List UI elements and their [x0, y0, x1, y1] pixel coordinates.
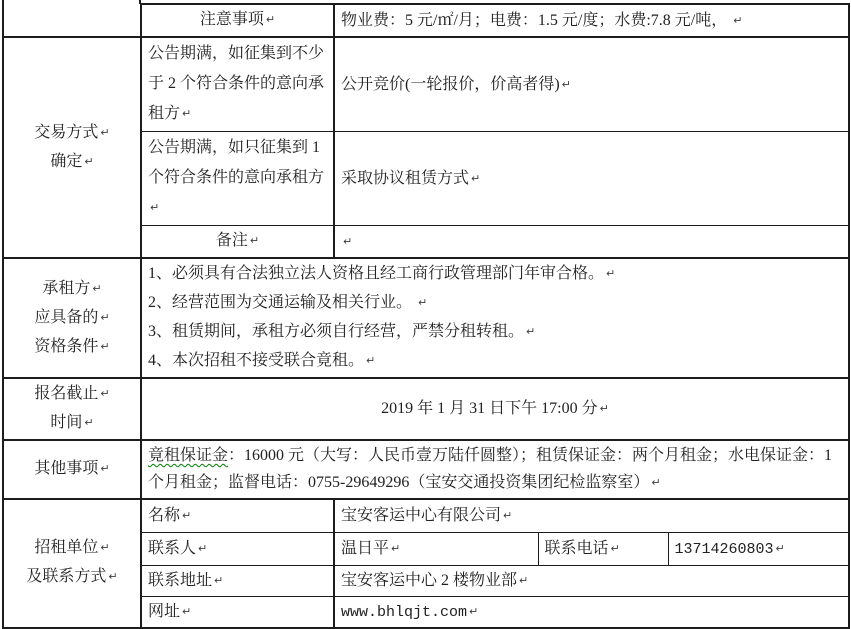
qualification-item: 4、本次招租不接受联合竟租。 ↵: [148, 347, 842, 376]
paragraph-mark: ↵: [249, 234, 260, 247]
qualification-header-line: 应具备的 ↵: [10, 304, 134, 333]
deadline-content: 2019 年 1 月 31 日下午 17:00 分: [381, 400, 598, 417]
cell-trade-case2-result: [334, 132, 849, 226]
cell-address-label: [141, 565, 334, 596]
paragraph-mark: ↵: [391, 541, 401, 555]
website-url: www.bhlqjt.com: [341, 603, 468, 621]
website-label: 网址: [148, 602, 181, 620]
trade-header-line: 交易方式 ↵: [10, 119, 134, 148]
notice-content: 物业费：5 元/㎡/月；电费：1.5 元/度；水费:7.8 元/吨，: [341, 11, 728, 29]
address-label: 联系地址: [148, 571, 213, 589]
qualification-item: 2、经营范围为交通运输及相关行业。 ↵: [148, 289, 842, 318]
paragraph-mark: ↵: [100, 125, 110, 139]
cell-phone-value: [668, 532, 849, 565]
cell-company-label: [141, 499, 334, 532]
paragraph-mark: ↵: [265, 13, 276, 26]
trade-header-line: 确定 ↵: [10, 148, 134, 177]
cell-person-value: [334, 532, 538, 565]
phone-label: 联系电话: [544, 539, 609, 557]
paragraph-mark: ↵: [198, 541, 208, 555]
paragraph-mark: ↵: [182, 604, 192, 618]
paragraph-mark: ↵: [92, 281, 102, 295]
contact-header-line: 及联系方式 ↵: [10, 563, 134, 592]
paragraph-mark: ↵: [733, 13, 743, 27]
remark-label: 备注: [215, 232, 248, 249]
notice-row: [3, 4, 849, 37]
spellcheck-underlined-text: 竟租保证金: [148, 447, 229, 464]
trade-case1-condition: 公告期满，如征集到不少于 2 个符合条件的意向承租方: [148, 45, 325, 122]
paragraph-mark: ↵: [503, 508, 513, 522]
trade-case1-result: 公开竞价(一轮报价，价高者得): [341, 75, 560, 93]
paragraph-mark: ↵: [100, 310, 110, 324]
address-value: 宝安客运中心 2 楼物业部: [341, 571, 518, 589]
other-matters-row: [3, 440, 849, 499]
qualification-row: [3, 258, 849, 378]
cell-company-value: [334, 499, 849, 532]
cell-website-label: [141, 596, 334, 628]
paragraph-mark: ↵: [526, 325, 536, 338]
paragraph-mark: ↵: [366, 354, 376, 367]
paragraph-mark: ↵: [343, 234, 353, 248]
trade-case1-row: [3, 37, 849, 132]
cell-other-content: [141, 440, 849, 499]
notice-label: 注意事项: [199, 11, 264, 28]
paragraph-mark: ↵: [471, 171, 481, 185]
cell-qualification-items: [141, 258, 849, 378]
cell-website-value: [334, 596, 849, 628]
company-label: 名称: [148, 506, 181, 524]
person-name: 温日平: [341, 539, 390, 557]
paragraph-mark: ↵: [561, 77, 571, 91]
trade-case2-result: 采取协议租赁方式: [341, 169, 470, 187]
company-name: 宝安客运中心有限公司: [341, 506, 502, 524]
cell-address-value: [334, 565, 849, 596]
paragraph-mark: ↵: [610, 541, 620, 555]
paragraph-mark: ↵: [84, 416, 94, 429]
announcement-table: [2, 3, 850, 629]
deadline-header-line: 时间 ↵: [10, 409, 134, 438]
paragraph-mark: ↵: [651, 476, 661, 489]
paragraph-mark: ↵: [214, 573, 224, 587]
cell-notice-content: [334, 4, 849, 37]
paragraph-mark: ↵: [606, 267, 616, 280]
qualification-item: 1、必须具有合法独立法人资格且经工商行政管理部门年审合格。 ↵: [148, 260, 842, 289]
paragraph-mark: ↵: [775, 541, 785, 555]
paragraph-mark: ↵: [100, 387, 110, 400]
paragraph-mark: ↵: [108, 570, 118, 584]
deadline-row: [3, 378, 849, 440]
paragraph-mark: ↵: [182, 107, 192, 120]
paragraph-mark: ↵: [100, 541, 110, 555]
deadline-header-line: 报名截止 ↵: [10, 380, 134, 409]
cell-trade-case1-result: [334, 37, 849, 132]
trade-case2-condition: 公告期满，如只征集到 1 个符合条件的意向承租方: [148, 139, 325, 186]
cell-notice-label: [141, 4, 334, 37]
cell-phone-label: [538, 532, 668, 565]
paragraph-mark: ↵: [150, 201, 160, 214]
contact-header-line: 招租单位 ↵: [10, 534, 134, 563]
other-header: 其他事项: [34, 460, 99, 477]
paragraph-mark: ↵: [519, 573, 529, 587]
cell-trade-case2-condition: [141, 132, 334, 226]
qualification-header-line: 资格条件 ↵: [10, 333, 134, 362]
cell-person-label: [141, 532, 334, 565]
paragraph-mark: ↵: [599, 402, 609, 415]
qualification-item: 3、租赁期间，承租方必须自行经营，严禁分租转租。 ↵: [148, 318, 842, 347]
cell-deadline-header: [3, 378, 141, 440]
cell-remark-label: [141, 226, 334, 259]
phone-number: 13714260803: [674, 540, 774, 558]
cell-qualification-header: [3, 258, 141, 378]
cell-other-header: [3, 440, 141, 499]
cell-contact-header: [3, 499, 141, 628]
cell-trade-case1-condition: [141, 37, 334, 132]
other-content: ：16000 元（大写：人民币壹万陆仟圆整）；租赁保证金：两个月租金；水电保证金：1 个月租金；监督电话：0755-29649296（宝安交通投资集团纪检监察室）: [148, 447, 833, 491]
person-label: 联系人: [148, 539, 197, 557]
paragraph-mark: ↵: [469, 604, 479, 618]
paragraph-mark: ↵: [418, 296, 428, 309]
cell-deadline-content: [141, 378, 849, 440]
contact-name-row: [3, 499, 849, 532]
paragraph-mark: ↵: [100, 462, 110, 475]
paragraph-mark: ↵: [100, 339, 110, 353]
qualification-header-line: 承租方 ↵: [10, 275, 134, 304]
paragraph-mark: ↵: [84, 154, 94, 168]
cell-remark-content: [334, 226, 849, 259]
cell-trade-header: [3, 37, 141, 258]
paragraph-mark: ↵: [182, 508, 192, 522]
cell-empty-continuation: [3, 4, 141, 37]
